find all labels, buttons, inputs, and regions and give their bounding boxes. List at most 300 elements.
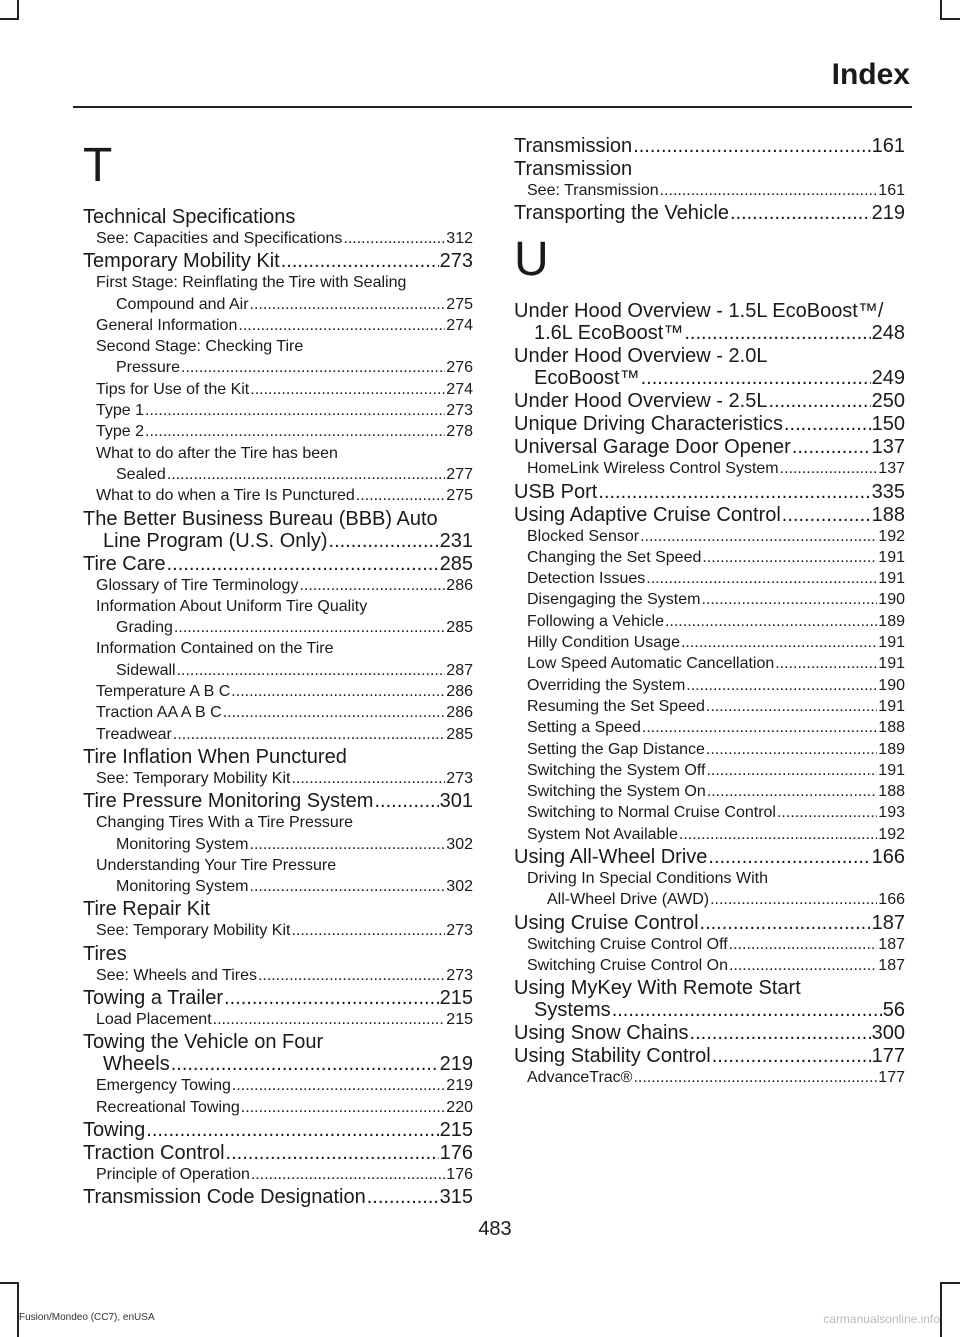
entry-text: Transmission Code Designation <box>83 1186 366 1209</box>
index-entry <box>514 300 905 344</box>
index-subentry <box>83 443 473 486</box>
page-ref: 285 <box>446 725 473 743</box>
entry-text: Hilly Condition Usage <box>527 634 680 652</box>
index-entry <box>83 987 473 1009</box>
index-subentry <box>83 272 473 315</box>
dot-leader <box>145 400 445 421</box>
page-ref: 161 <box>871 135 905 157</box>
page-ref: 275 <box>446 295 473 313</box>
entry-text: Driving In Special Conditions With <box>527 870 768 888</box>
index-subentry <box>514 868 905 911</box>
page-ref: 191 <box>878 655 905 673</box>
page-ref: 273 <box>446 922 473 940</box>
dot-leader <box>708 846 870 868</box>
index-subentry <box>514 526 905 547</box>
index-subentry <box>514 458 905 479</box>
dot-leader <box>768 390 870 412</box>
entry-text: Following a Vehicle <box>527 612 664 630</box>
entry-text: Changing the Set Speed <box>527 548 702 566</box>
page-ref: 219 <box>446 1077 473 1095</box>
page-ref: 302 <box>446 878 473 896</box>
entry-text: Tire Inflation When Punctured <box>83 745 347 768</box>
crop-mark-top-left-h <box>0 18 17 20</box>
page-ref: 301 <box>439 790 473 813</box>
entry-text: Understanding Your Tire Pressure <box>96 856 337 874</box>
entry-text: Switching Cruise Control On <box>527 956 728 974</box>
dot-leader <box>730 202 871 224</box>
page-ref: 193 <box>878 804 905 822</box>
dot-leader <box>250 834 446 855</box>
entry-text: Tire Repair Kit <box>83 898 211 921</box>
entry-text: Towing a Trailer <box>83 987 224 1010</box>
index-subentry <box>83 315 473 336</box>
page-ref: 276 <box>446 359 473 377</box>
page-ref: 312 <box>446 230 473 247</box>
page-ref: 286 <box>446 704 473 722</box>
entry-text: Blocked Sensor <box>527 527 640 545</box>
document-id: Fusion/Mondeo (CC7), enUSA <box>19 1312 155 1323</box>
dot-leader <box>681 632 877 653</box>
index-subentry <box>83 1009 473 1030</box>
page-ref: 302 <box>446 835 473 853</box>
entry-text: Recreational Towing <box>96 1098 240 1116</box>
page-ref: 215 <box>439 1118 473 1141</box>
index-subentry <box>514 824 905 845</box>
dot-leader <box>679 824 877 845</box>
page-ref: 274 <box>446 380 473 398</box>
index-entry <box>83 508 473 552</box>
entry-text: The Better Business Bureau (BBB) Auto <box>83 507 438 530</box>
entry-continuation-text: Line Program (U.S. Only) <box>103 529 328 552</box>
section-letter-u: U <box>514 233 549 287</box>
page-ref: 176 <box>446 1165 473 1183</box>
page-ref: 189 <box>878 740 905 758</box>
index-subentry <box>83 575 473 596</box>
page-ref: 249 <box>871 367 905 390</box>
index-subentry <box>83 421 473 442</box>
page-ref: 166 <box>871 846 905 869</box>
dot-leader <box>665 611 877 632</box>
entry-text: Setting a Speed <box>527 719 641 737</box>
page-ref: 150 <box>871 413 905 436</box>
dot-leader <box>706 760 877 781</box>
dot-leader <box>299 575 445 596</box>
dot-leader <box>706 739 877 760</box>
crop-mark-bottom-left-h <box>0 1282 17 1284</box>
page-ref: 287 <box>446 661 473 679</box>
entry-text: Overriding the System <box>527 676 686 694</box>
index-subentry <box>83 768 473 789</box>
entry-text: Tires <box>83 942 127 965</box>
index-entry <box>514 912 905 934</box>
index-entry <box>83 1142 473 1164</box>
index-subentry <box>514 739 905 760</box>
dot-leader <box>329 530 439 552</box>
entry-text: Glossary of Tire Terminology <box>96 576 299 594</box>
page-ref: 187 <box>871 911 905 934</box>
dot-leader <box>145 421 445 442</box>
dot-leader <box>598 481 870 503</box>
page-ref: 219 <box>439 1053 473 1076</box>
crop-mark-top-right <box>940 0 942 20</box>
entry-text: What to do when a Tire Is Punctured <box>96 487 355 505</box>
index-subentry <box>83 336 473 379</box>
crop-mark-bottom-left <box>17 1282 19 1337</box>
section-letter-t: T <box>83 139 113 192</box>
page-ref: 300 <box>871 1022 905 1045</box>
dot-leader <box>633 135 870 157</box>
dot-leader <box>780 458 878 479</box>
page-ref: 219 <box>871 202 905 225</box>
entry-text: Technical Specifications <box>83 206 296 228</box>
index-entry <box>83 1119 473 1141</box>
index-subentry <box>83 596 473 639</box>
dot-leader <box>167 553 439 575</box>
watermark: carmanualsonline.info <box>823 1312 940 1326</box>
dot-leader <box>702 547 877 568</box>
index-entry <box>514 1022 905 1044</box>
index-entries-left <box>83 206 473 1208</box>
index-entry <box>514 202 905 224</box>
entry-continuation-text: Sidewall <box>116 661 176 679</box>
index-entry <box>514 158 905 180</box>
entry-text: Towing <box>83 1118 146 1141</box>
page-ref: 277 <box>446 465 473 483</box>
entry-text: Switching the System On <box>527 783 706 801</box>
page-ref: 191 <box>878 697 905 715</box>
dot-leader <box>712 1045 871 1067</box>
index-subentry <box>83 379 473 400</box>
dot-leader <box>777 802 877 823</box>
entry-continuation-text: Pressure <box>116 359 181 377</box>
index-subentry <box>83 965 473 986</box>
entry-text: What to do after the Tire has been <box>96 444 338 462</box>
index-subentry <box>514 934 905 955</box>
index-entries-right <box>514 300 905 1088</box>
index-subentry <box>514 547 905 568</box>
dot-leader <box>729 955 877 976</box>
entry-text: Type 2 <box>96 423 145 441</box>
index-entry <box>514 413 905 435</box>
dot-leader <box>250 379 445 400</box>
dot-leader <box>250 294 446 315</box>
index-entry <box>83 746 473 768</box>
index-subentry <box>514 632 905 653</box>
entry-continuation-line <box>514 322 905 344</box>
page-ref: 192 <box>878 527 905 545</box>
dot-leader <box>356 485 445 506</box>
page-ref: 176 <box>439 1141 473 1164</box>
entry-continuation-line <box>83 1053 473 1075</box>
entry-continuation-line <box>96 464 473 485</box>
page-ref: 177 <box>871 1045 905 1068</box>
entry-continuation-line <box>96 357 473 378</box>
index-subentry <box>83 400 473 421</box>
entry-text: Setting the Gap Distance <box>527 740 705 758</box>
index-subentry <box>83 485 473 506</box>
entry-continuation-line <box>96 876 473 897</box>
page-ref: 190 <box>878 676 905 694</box>
page-ref: 285 <box>446 619 473 637</box>
dot-leader <box>706 696 877 717</box>
entry-text: Using Cruise Control <box>514 911 699 934</box>
page-ref: 250 <box>871 390 905 413</box>
entry-continuation-line <box>96 294 473 315</box>
entry-text: System Not Available <box>527 825 678 843</box>
entry-continuation-line <box>96 834 473 855</box>
entry-text: Changing Tires With a Tire Pressure <box>96 814 353 832</box>
dot-leader <box>640 526 877 547</box>
entry-text: Load Placement <box>96 1011 212 1029</box>
index-subentry <box>514 717 905 738</box>
dot-leader <box>700 912 871 934</box>
header-rule <box>73 106 912 108</box>
index-entry <box>83 206 473 228</box>
entry-continuation-text: All-Wheel Drive (AWD) <box>547 891 710 909</box>
index-entry <box>514 436 905 458</box>
page-ref: 191 <box>878 634 905 652</box>
entry-text: Unique Driving Characteristics <box>514 413 783 436</box>
dot-leader <box>782 504 871 526</box>
page-ref: 56 <box>882 999 905 1022</box>
entry-text: First Stage: Reinflating the Tire with Sealing <box>96 274 407 292</box>
index-subentry <box>514 1067 905 1088</box>
entry-text: HomeLink Wireless Control System <box>527 460 779 478</box>
dot-leader <box>775 653 877 674</box>
page-ref: 273 <box>439 250 473 273</box>
dot-leader <box>226 1142 439 1164</box>
entry-text: Universal Garage Door Opener <box>514 436 791 459</box>
entry-text: Principle of Operation <box>96 1165 250 1183</box>
index-subentry <box>514 180 905 201</box>
entry-text: Under Hood Overview - 1.5L EcoBoost™/ <box>514 300 884 323</box>
dot-leader <box>213 1009 446 1030</box>
entry-continuation-line <box>514 367 905 389</box>
entry-text: Disengaging the System <box>527 591 701 609</box>
page-ref: 248 <box>871 322 905 345</box>
index-entries-right-top <box>514 135 905 224</box>
dot-leader <box>171 1053 439 1075</box>
index-entry <box>83 898 473 920</box>
crop-mark-bottom-right <box>940 1282 942 1337</box>
entry-text: Switching to Normal Cruise Control <box>527 804 776 822</box>
page-ref: 191 <box>878 548 905 566</box>
page-ref: 273 <box>446 402 473 420</box>
entry-text: Transmission <box>514 135 633 157</box>
entry-text: Using Snow Chains <box>514 1022 689 1045</box>
entry-continuation-text: Wheels <box>103 1053 170 1076</box>
page-ref: 335 <box>871 480 905 503</box>
index-subentry <box>514 611 905 632</box>
entry-text: USB Port <box>514 480 598 503</box>
entry-text: Switching the System Off <box>527 761 706 779</box>
dot-leader <box>642 717 877 738</box>
page-ref: 166 <box>878 891 905 909</box>
crop-mark-top-right-h <box>942 18 960 20</box>
entry-text: Using MyKey With Remote Start <box>514 977 801 1000</box>
index-entry <box>514 1045 905 1067</box>
dot-leader <box>241 1097 446 1118</box>
index-subentry <box>83 638 473 681</box>
entry-text: Switching Cruise Control Off <box>527 935 728 953</box>
entry-text: Under Hood Overview - 2.0L <box>514 345 768 368</box>
page-ref: 273 <box>446 769 473 787</box>
dot-leader <box>167 464 445 485</box>
entry-text: Detection Issues <box>527 570 646 588</box>
index-subentry <box>514 568 905 589</box>
dot-leader <box>684 322 870 344</box>
dot-leader <box>367 1186 439 1208</box>
dot-leader <box>251 1164 445 1185</box>
index-subentry <box>514 653 905 674</box>
dot-leader <box>174 617 445 638</box>
entry-text: Under Hood Overview - 2.5L <box>514 390 768 413</box>
index-entry <box>514 345 905 389</box>
index-subentry <box>514 781 905 802</box>
entry-text: Type 1 <box>96 402 145 420</box>
page-ref: 278 <box>446 423 473 441</box>
entry-text: Traction Control <box>83 1141 225 1164</box>
dot-leader <box>690 1022 871 1044</box>
index-entry <box>83 1186 473 1208</box>
page-ref: 187 <box>878 956 905 974</box>
entry-continuation-line <box>96 660 473 681</box>
page-ref: 192 <box>878 825 905 843</box>
index-entry <box>83 943 473 965</box>
page-ref: 273 <box>446 966 473 984</box>
entry-text: General Information <box>96 316 238 334</box>
index-subentry <box>83 724 473 745</box>
index-column-left <box>83 134 473 1208</box>
entry-text: See: Transmission <box>527 182 659 199</box>
index-subentry <box>514 955 905 976</box>
index-subentry <box>83 228 473 249</box>
page-ref: 275 <box>446 487 473 505</box>
entry-text: See: Temporary Mobility Kit <box>96 769 291 787</box>
index-subentry <box>83 702 473 723</box>
entry-text: Transporting the Vehicle <box>514 202 729 225</box>
index-subentry <box>83 1164 473 1185</box>
entry-text: Traction AA A B C <box>96 704 222 722</box>
page-title: Index <box>831 58 910 91</box>
page-ref: 220 <box>446 1098 473 1116</box>
index-subentry <box>514 760 905 781</box>
page-ref: 215 <box>446 1011 473 1029</box>
index-subentry <box>83 1097 473 1118</box>
index-subentry <box>83 920 473 941</box>
dot-leader <box>641 367 871 389</box>
dot-leader <box>173 724 445 745</box>
dot-leader <box>258 965 445 986</box>
entry-continuation-text: EcoBoost™ <box>534 367 640 390</box>
dot-leader <box>343 228 445 249</box>
dot-leader <box>232 1075 445 1096</box>
entry-text: Second Stage: Checking Tire <box>96 338 304 356</box>
dot-leader <box>223 702 446 723</box>
entry-text: Information About Uniform Tire Quality <box>96 597 368 615</box>
index-subentry <box>514 802 905 823</box>
entry-text: Tips for Use of the Kit <box>96 380 250 398</box>
index-subentry <box>514 675 905 696</box>
dot-leader <box>707 781 878 802</box>
dot-leader <box>177 660 446 681</box>
page-ref: 231 <box>439 529 473 552</box>
dot-leader <box>374 790 438 812</box>
index-entry <box>514 135 905 157</box>
dot-leader <box>224 987 439 1009</box>
page-ref: 188 <box>878 783 905 801</box>
dot-leader <box>729 934 878 955</box>
index-entry <box>514 390 905 412</box>
crop-mark-top-left <box>17 0 19 20</box>
page-ref: 188 <box>878 719 905 737</box>
index-subentry <box>83 855 473 898</box>
page-ref: 161 <box>878 182 905 199</box>
index-entry <box>514 977 905 1021</box>
page-ref: 137 <box>871 436 905 459</box>
page-ref: 315 <box>439 1186 473 1209</box>
page-ref: 215 <box>439 987 473 1010</box>
dot-leader <box>686 675 877 696</box>
dot-leader <box>612 999 882 1021</box>
entry-text: Low Speed Automatic Cancellation <box>527 655 775 673</box>
entry-continuation-text: Monitoring System <box>116 835 249 853</box>
entry-text: Using Stability Control <box>514 1045 711 1068</box>
page-ref: 177 <box>878 1069 905 1087</box>
page-ref: 187 <box>878 935 905 953</box>
entry-continuation-text: 1.6L EcoBoost™ <box>534 322 684 345</box>
dot-leader <box>646 568 877 589</box>
dot-leader <box>146 1119 438 1141</box>
entry-continuation-text: Compound and Air <box>116 295 249 313</box>
entry-text: Towing the Vehicle on Four <box>83 1031 324 1054</box>
index-subentry <box>83 681 473 702</box>
page-ref: 190 <box>878 591 905 609</box>
dot-leader <box>784 413 871 435</box>
page-ref: 285 <box>439 552 473 575</box>
page-ref: 191 <box>878 570 905 588</box>
index-subentry <box>514 589 905 610</box>
dot-leader <box>633 1067 877 1088</box>
page-ref: 189 <box>878 612 905 630</box>
dot-leader <box>701 589 877 610</box>
entry-text: Using Adaptive Cruise Control <box>514 503 781 526</box>
index-subentry <box>83 1075 473 1096</box>
entry-continuation-line <box>96 617 473 638</box>
page-number: 483 <box>478 1218 512 1240</box>
index-entry <box>514 846 905 868</box>
index-entry <box>83 1031 473 1075</box>
index-entry <box>514 504 905 526</box>
entry-continuation-text: Monitoring System <box>116 878 249 896</box>
entry-text: Temporary Mobility Kit <box>83 250 280 273</box>
entry-continuation-line <box>527 889 905 910</box>
entry-text: See: Capacities and Specifications <box>96 230 343 247</box>
entry-text: Emergency Towing <box>96 1077 231 1095</box>
dot-leader <box>250 876 446 897</box>
entry-continuation-text: Grading <box>116 619 173 637</box>
dot-leader <box>281 250 439 272</box>
page-ref: 191 <box>878 761 905 779</box>
entry-text: Resuming the Set Speed <box>527 697 705 715</box>
index-entry <box>83 790 473 812</box>
page-ref: 286 <box>446 576 473 594</box>
index-entry <box>83 250 473 272</box>
entry-continuation-text: Sealed <box>116 465 166 483</box>
entry-text: Tire Care <box>83 552 166 575</box>
dot-leader <box>660 180 878 201</box>
index-subentry <box>83 812 473 855</box>
